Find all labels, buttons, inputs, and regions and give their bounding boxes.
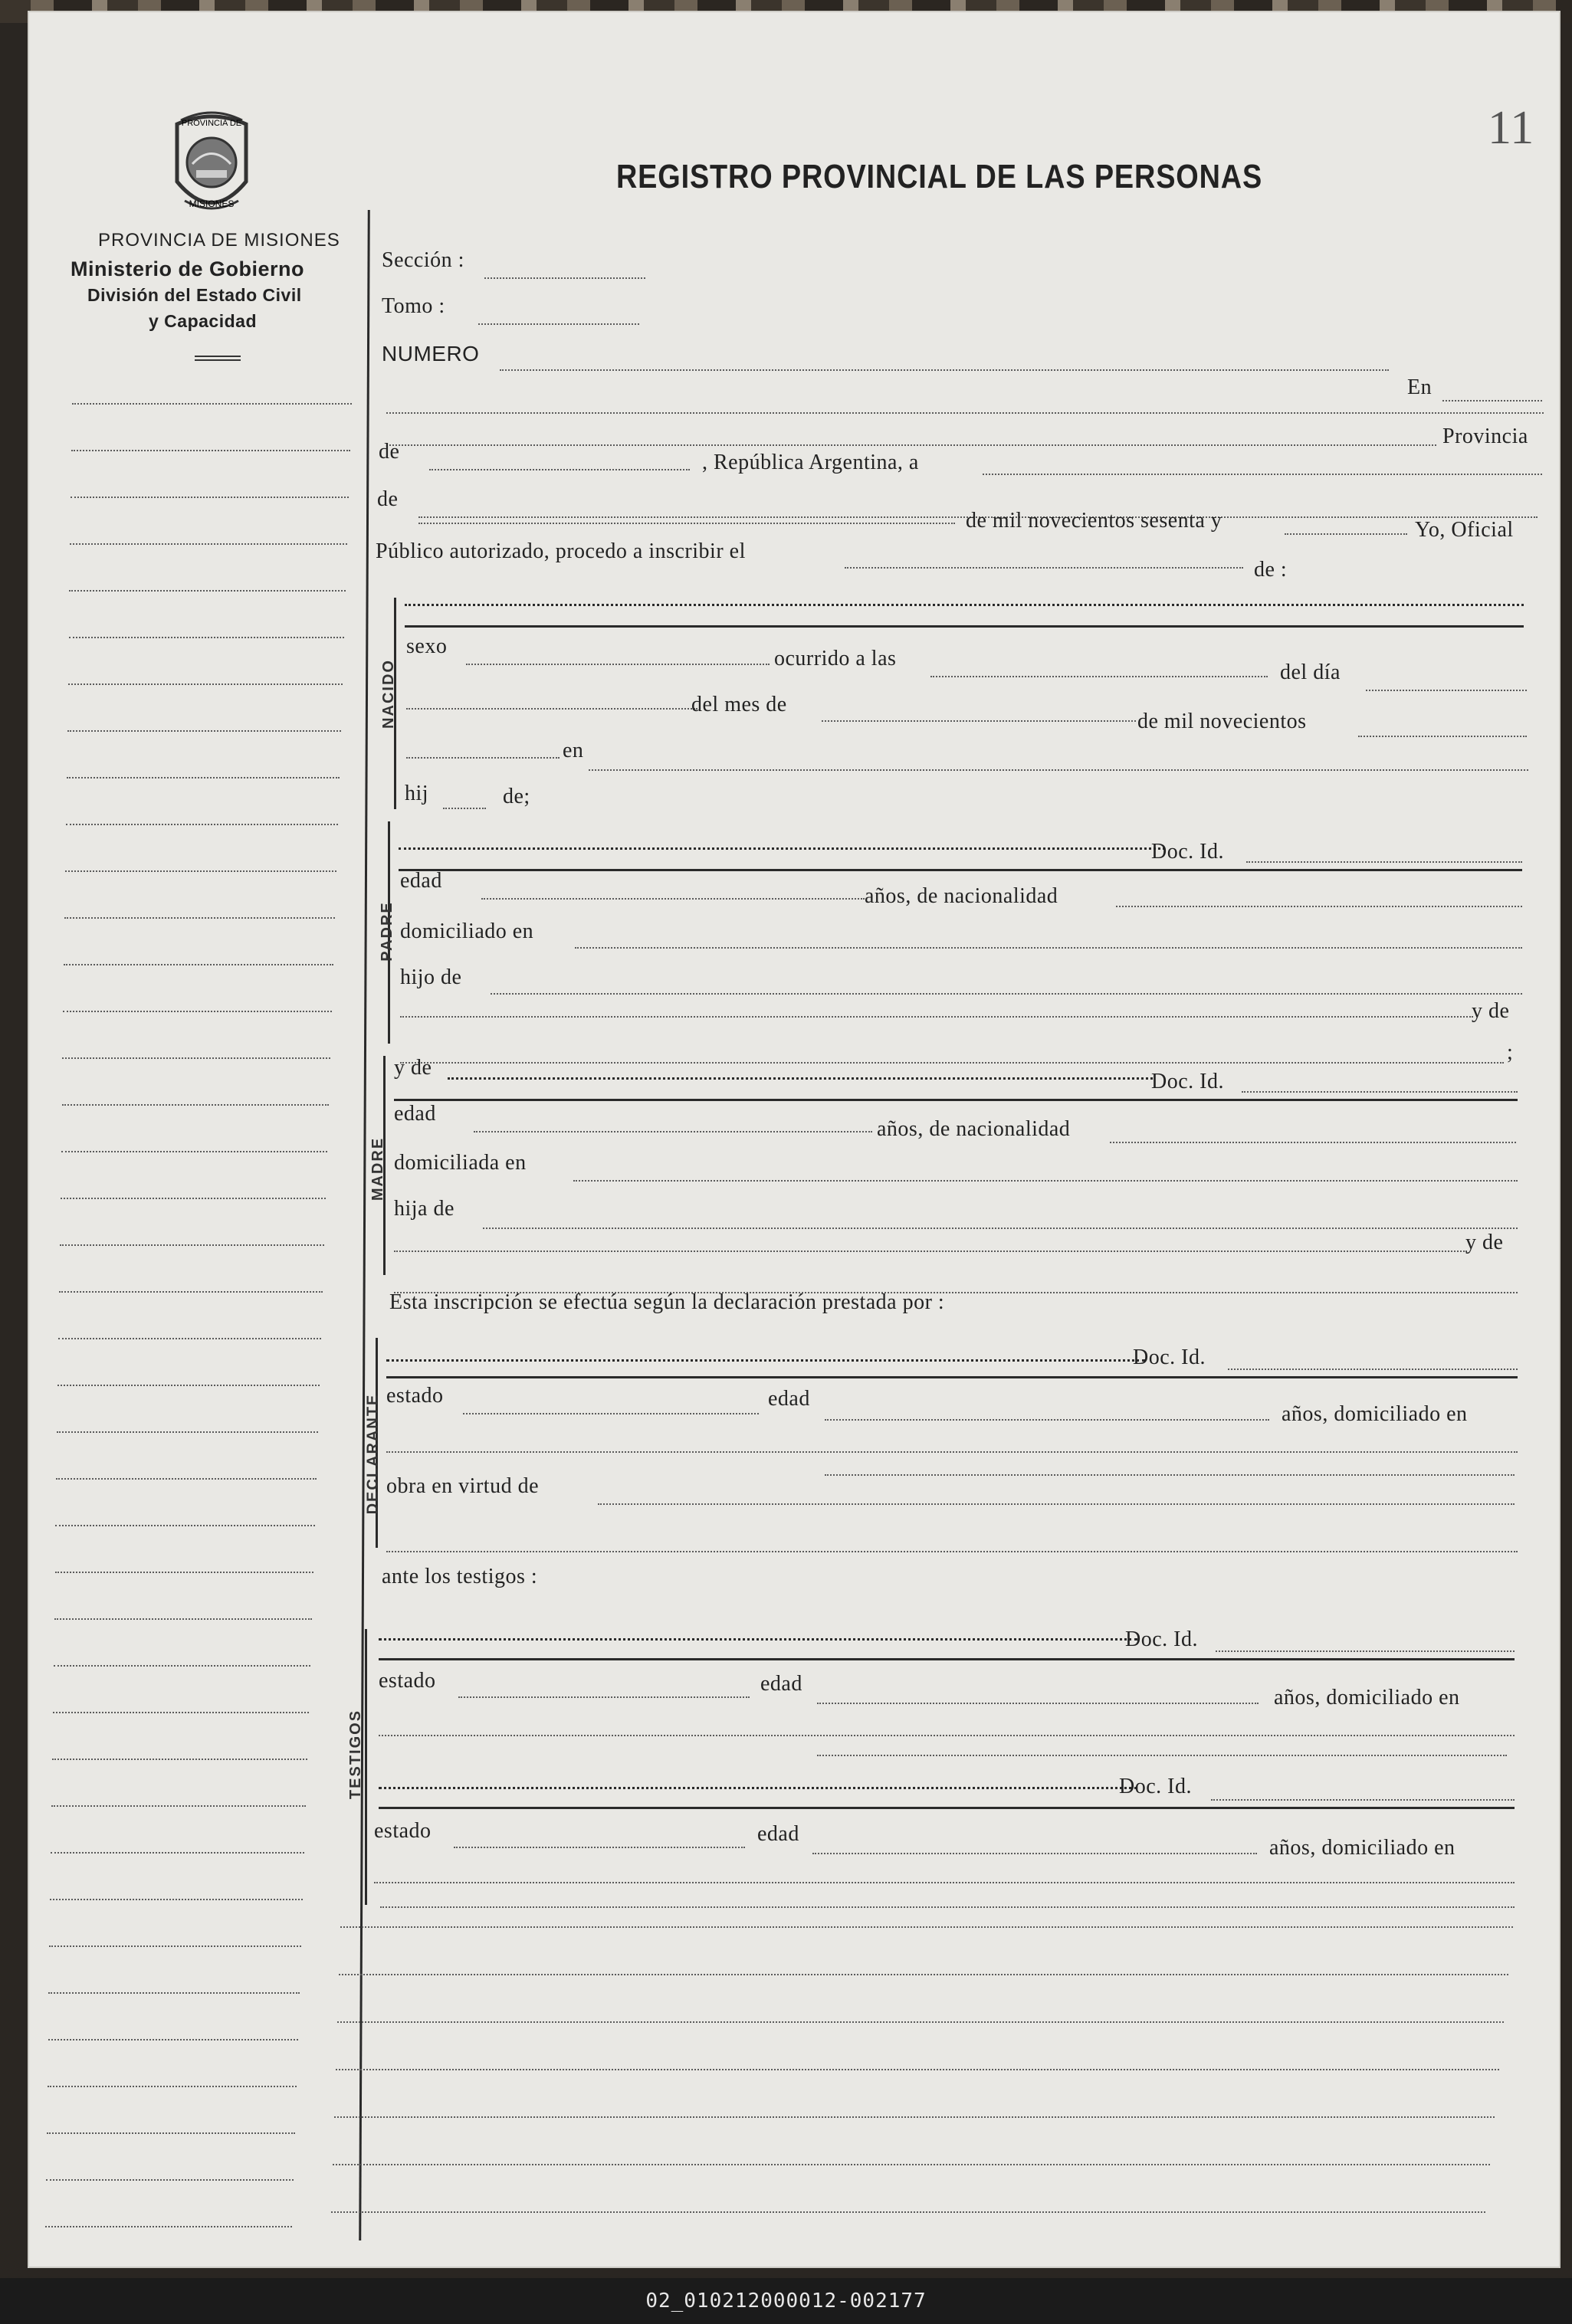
- madre-label: MADRE: [369, 1136, 387, 1201]
- declaracion-text: Esta inscripción se efectúa según la declaración prestada por :: [389, 1290, 945, 1314]
- nacido-label: NACIDO: [379, 659, 397, 729]
- madre-doc-input[interactable]: [1242, 1091, 1518, 1093]
- nacido-dia-linea[interactable]: [406, 708, 697, 710]
- declarante-doc-input[interactable]: [1228, 1369, 1518, 1370]
- margin-line[interactable]: [59, 1291, 323, 1293]
- form-page: [28, 11, 1561, 2268]
- margin-line[interactable]: [70, 543, 347, 545]
- testigo1-doc-input[interactable]: [1216, 1650, 1515, 1652]
- madre-doc-label: Doc. Id.: [1151, 1070, 1224, 1093]
- nacido-mes-input[interactable]: [822, 720, 1136, 722]
- testigo1-estado-label: estado: [379, 1669, 436, 1693]
- main-vertical-divider: [359, 210, 370, 2240]
- padre-edad-input[interactable]: [481, 898, 865, 900]
- testigo1-doc-label: Doc. Id.: [1125, 1627, 1198, 1651]
- testigo1-name-rule: [379, 1658, 1515, 1660]
- nacido-name-line: [405, 604, 1524, 606]
- testigo1-anios-label: años, domiciliado en: [1274, 1686, 1460, 1709]
- testigo2-estado-label: estado: [374, 1819, 432, 1843]
- input-numero[interactable]: [500, 369, 1389, 371]
- input-tomo[interactable]: [478, 323, 639, 325]
- margin-line[interactable]: [58, 1338, 321, 1339]
- nacido-de-mil-label: de mil novecientos: [1137, 710, 1307, 733]
- margin-line[interactable]: [48, 2086, 297, 2087]
- padre-domiciliado-label: domiciliado en: [400, 919, 534, 943]
- margin-line[interactable]: [51, 1852, 304, 1854]
- observaciones-line[interactable]: [334, 2116, 1495, 2118]
- margin-line[interactable]: [55, 1572, 314, 1573]
- margin-line[interactable]: [57, 1385, 320, 1386]
- madre-anios-label: años, de nacionalidad: [877, 1117, 1071, 1141]
- madre-hija-input[interactable]: [483, 1228, 1518, 1229]
- label-numero: NUMERO: [382, 342, 480, 365]
- nacido-ocurrido-label: ocurrido a las: [774, 647, 897, 670]
- nacido-name-rule: [405, 625, 1524, 628]
- padre-doc-input[interactable]: [1246, 861, 1522, 863]
- margin-line[interactable]: [45, 2226, 292, 2227]
- madre-edad-label: edad: [394, 1102, 436, 1126]
- madre-name-line: [448, 1077, 1153, 1080]
- margin-line[interactable]: [54, 1618, 312, 1620]
- observaciones-line[interactable]: [339, 1974, 1508, 1975]
- madre-hija-label: hija de: [394, 1197, 455, 1221]
- madre-hija-linea[interactable]: [394, 1251, 1467, 1252]
- nacido-del-mes-label: del mes de: [691, 693, 787, 716]
- margin-line[interactable]: [49, 1945, 301, 1947]
- margin-line[interactable]: [64, 964, 333, 965]
- observaciones-line[interactable]: [331, 2211, 1485, 2213]
- page-title: REGISTRO PROVINCIAL DE LAS PERSONAS: [616, 158, 1263, 195]
- observaciones-line[interactable]: [340, 1926, 1513, 1928]
- testigo2-name-rule: [379, 1807, 1515, 1809]
- testigo2-doc-label: Doc. Id.: [1119, 1775, 1192, 1798]
- label-provincia: Provincia: [1442, 424, 1528, 448]
- testigo2-domicilio-input[interactable]: [374, 1882, 1515, 1883]
- declarante-doc-label: Doc. Id.: [1133, 1346, 1206, 1369]
- header-capacity: y Capacidad: [149, 311, 257, 331]
- margin-line[interactable]: [67, 730, 341, 732]
- margin-line[interactable]: [47, 2132, 295, 2134]
- label-de-1: de: [379, 440, 400, 464]
- madre-name-rule: [394, 1099, 1518, 1101]
- nacido-de-label: de;: [503, 785, 530, 808]
- margin-line[interactable]: [51, 1805, 306, 1807]
- testigo2-edad-input[interactable]: [812, 1853, 1257, 1854]
- padre-name-line: [399, 847, 1165, 850]
- margin-line[interactable]: [61, 1151, 327, 1152]
- margin-line[interactable]: [69, 590, 346, 592]
- label-de-2: de: [377, 487, 399, 511]
- testigo1-domicilio-input[interactable]: [379, 1735, 1515, 1736]
- nacido-hij-label: hij: [405, 782, 429, 805]
- nacido-hora-input[interactable]: [930, 676, 1268, 677]
- margin-line[interactable]: [56, 1478, 317, 1480]
- nacido-del-dia-label: del día: [1280, 660, 1341, 684]
- nacido-en-label: en: [563, 739, 584, 762]
- margin-line[interactable]: [63, 1011, 332, 1012]
- madre-y-de-label: y de: [394, 1056, 432, 1080]
- madre-domicilio-input[interactable]: [573, 1180, 1518, 1182]
- margin-line[interactable]: [71, 450, 350, 451]
- padre-y-de-label: y de: [1472, 999, 1510, 1023]
- margin-line[interactable]: [62, 1104, 330, 1106]
- testigo2-domicilio-linea[interactable]: [380, 1906, 1515, 1908]
- margin-line[interactable]: [65, 870, 336, 872]
- declarante-label: DECLARANTE: [364, 1393, 382, 1515]
- header-division: División del Estado Civil: [87, 285, 302, 305]
- margin-line[interactable]: [71, 497, 349, 498]
- header-province: PROVINCIA DE MISIONES: [98, 230, 340, 251]
- margin-line[interactable]: [64, 917, 335, 919]
- testigo2-name-line: [379, 1787, 1137, 1789]
- margin-line[interactable]: [52, 1759, 307, 1760]
- declarante-name-line: [386, 1359, 1145, 1362]
- nacido-sexo-label: sexo: [406, 634, 448, 658]
- madre-domiciliada-label: domiciliada en: [394, 1151, 527, 1175]
- nacido-sexo-input[interactable]: [466, 664, 770, 665]
- observaciones-line[interactable]: [336, 2069, 1499, 2070]
- label-de-colon: de :: [1254, 558, 1288, 582]
- padre-y-de-input[interactable]: [400, 1062, 1504, 1064]
- margin-line[interactable]: [48, 1992, 300, 1994]
- testigos-bracket: [365, 1629, 367, 1905]
- margin-line[interactable]: [60, 1244, 324, 1246]
- padre-semicolon: ;: [1507, 1041, 1514, 1064]
- padre-label: PADRE: [378, 901, 395, 962]
- margin-line[interactable]: [57, 1431, 318, 1433]
- input-anio[interactable]: [1285, 533, 1407, 535]
- input-seccion[interactable]: [484, 277, 645, 279]
- margin-line[interactable]: [68, 683, 343, 685]
- margin-line[interactable]: [55, 1525, 315, 1526]
- declarante-edad-label: edad: [768, 1387, 810, 1411]
- madre-y-de2-label: y de: [1465, 1231, 1504, 1254]
- declarante-domicilio-linea[interactable]: [825, 1474, 1515, 1476]
- declarante-obra-label: obra en virtud de: [386, 1474, 539, 1498]
- declarante-obra-input[interactable]: [598, 1503, 1515, 1505]
- nacido-anio-input[interactable]: [1358, 736, 1527, 737]
- madre-edad-input[interactable]: [474, 1131, 872, 1132]
- padre-domicilio-input[interactable]: [575, 947, 1522, 949]
- padre-hijo-input[interactable]: [491, 993, 1522, 995]
- margin-line[interactable]: [61, 1198, 326, 1199]
- testigo1-edad-label: edad: [760, 1672, 802, 1696]
- label-yo-oficial: Yo, Oficial: [1415, 518, 1514, 542]
- margin-line[interactable]: [72, 403, 352, 405]
- input-acta-tipo[interactable]: [845, 567, 1243, 569]
- label-republica: , República Argentina, a: [702, 451, 919, 474]
- margin-line[interactable]: [53, 1712, 309, 1713]
- label-tomo: Tomo :: [382, 294, 445, 318]
- testigo1-estado-input[interactable]: [458, 1696, 750, 1698]
- header-rule: [195, 356, 241, 361]
- scan-footer-id: 02_010212000012-002177: [0, 2278, 1572, 2324]
- testigo1-domicilio-linea[interactable]: [817, 1755, 1507, 1756]
- observaciones-line[interactable]: [333, 2164, 1490, 2165]
- seal-text-bottom: MISIONES: [189, 198, 235, 209]
- nacido-anio-linea[interactable]: [406, 757, 560, 759]
- declarante-anios-label: años, domiciliado en: [1282, 1402, 1468, 1426]
- margin-line[interactable]: [69, 637, 345, 638]
- testigo1-edad-input[interactable]: [817, 1703, 1259, 1704]
- declarante-name-rule: [386, 1376, 1518, 1378]
- nacido-dia-input[interactable]: [1366, 690, 1527, 691]
- padre-hijo-linea[interactable]: [400, 1016, 1473, 1018]
- padre-anios-label: años, de nacionalidad: [865, 884, 1058, 908]
- label-publico: Público autorizado, procedo a inscribir el: [376, 539, 746, 563]
- padre-nacionalidad-input[interactable]: [1116, 906, 1522, 907]
- declarante-edad-input[interactable]: [825, 1419, 1269, 1421]
- ante-testigos-text: ante los testigos :: [382, 1565, 538, 1588]
- page-number: 11: [1488, 102, 1534, 154]
- testigo2-doc-input[interactable]: [1211, 1799, 1515, 1801]
- madre-nacionalidad-input[interactable]: [1110, 1142, 1516, 1143]
- input-lugar-linea[interactable]: [386, 412, 1544, 414]
- input-de-provincia[interactable]: [429, 469, 690, 470]
- declarante-estado-label: estado: [386, 1384, 444, 1408]
- seal-text-top: PROVINCIA DE: [181, 119, 242, 128]
- padre-doc-label: Doc. Id.: [1151, 840, 1224, 864]
- testigo2-edad-label: edad: [757, 1822, 799, 1846]
- input-en-lugar[interactable]: [1442, 400, 1542, 402]
- declarante-obra-linea[interactable]: [386, 1551, 1518, 1552]
- margin-line[interactable]: [54, 1665, 310, 1667]
- margin-line[interactable]: [67, 777, 340, 778]
- margin-line[interactable]: [62, 1057, 330, 1059]
- label-en: En: [1407, 375, 1433, 399]
- header-ministry: Ministerio de Gobierno: [71, 257, 305, 280]
- testigo1-name-line: [379, 1638, 1137, 1641]
- observaciones-line[interactable]: [337, 2021, 1504, 2023]
- declarante-estado-input[interactable]: [463, 1413, 759, 1414]
- margin-line[interactable]: [66, 824, 338, 825]
- margin-line[interactable]: [50, 1899, 303, 1900]
- label-seccion: Sección :: [382, 248, 464, 272]
- nacido-lugar-input[interactable]: [589, 769, 1528, 771]
- padre-edad-label: edad: [400, 869, 442, 893]
- label-mil-sesenta: de mil novecientos sesenta y: [966, 509, 1222, 533]
- padre-hijo-label: hijo de: [400, 965, 462, 989]
- nacido-hij-input[interactable]: [443, 808, 486, 809]
- margin-line[interactable]: [46, 2179, 294, 2181]
- input-pre-provincia[interactable]: [386, 444, 1436, 446]
- input-fecha-dia[interactable]: [983, 474, 1542, 475]
- input-fecha-mes-2[interactable]: [418, 523, 955, 524]
- testigo2-anios-label: años, domiciliado en: [1269, 1836, 1455, 1860]
- padre-name-rule: [399, 869, 1522, 871]
- declarante-domicilio-input[interactable]: [386, 1451, 1518, 1453]
- testigo2-estado-input[interactable]: [454, 1847, 745, 1848]
- provincial-seal-icon: [162, 109, 261, 224]
- margin-line[interactable]: [48, 2039, 299, 2040]
- testigos-label: TESTIGOS: [347, 1709, 365, 1800]
